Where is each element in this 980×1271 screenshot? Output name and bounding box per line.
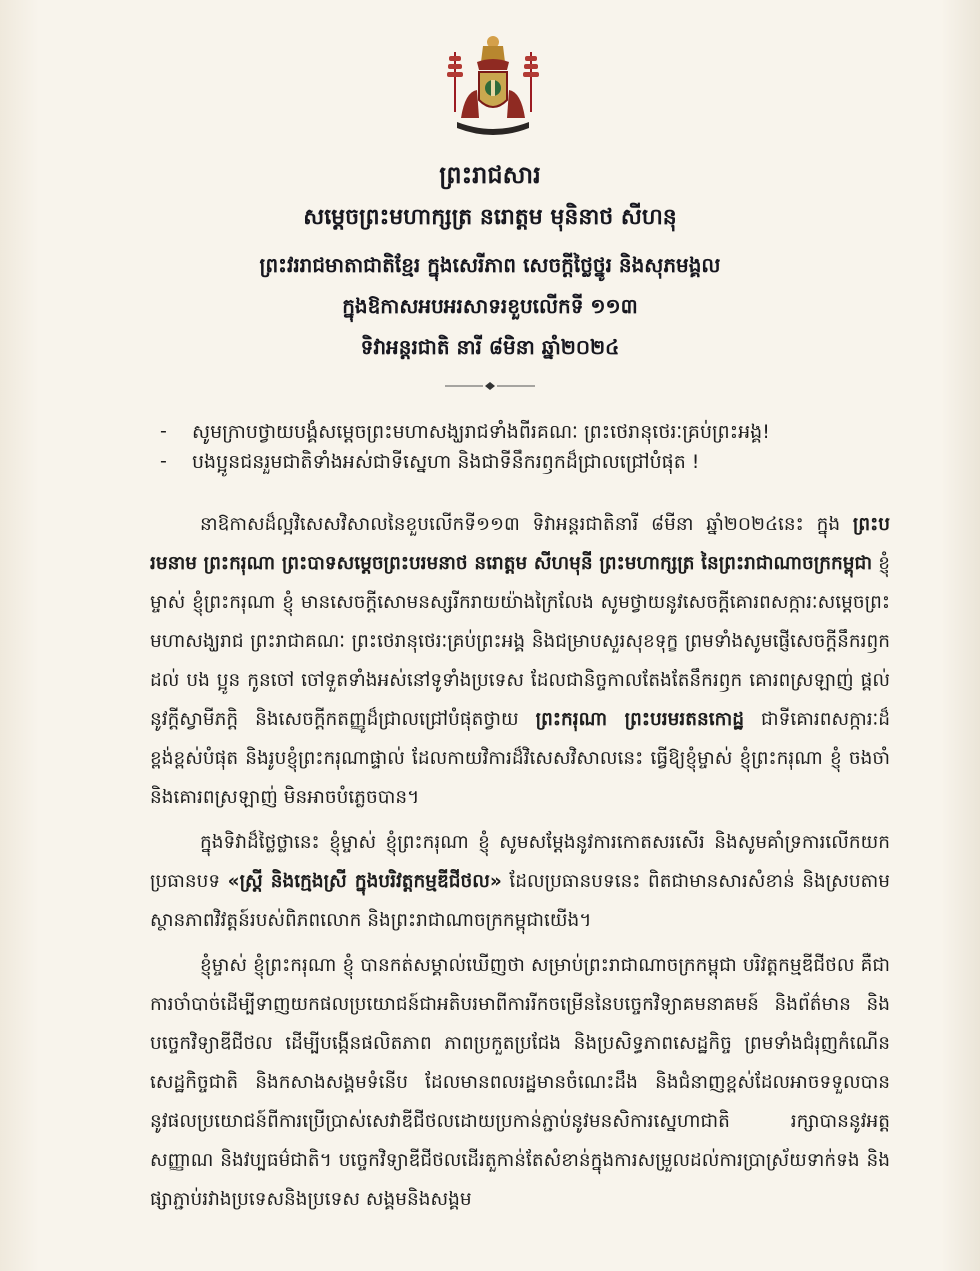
letter-body: [150, 505, 890, 1225]
author-title-line: ព្រះវររាជមាតាជាតិខ្មែរ ក្នុងសេរីភាព សេចក្តីថ្លៃថ្នូរ និងសុភមង្គល: [259, 253, 721, 277]
paragraph: ខ្ញុំម្ចាស់ ខ្ញុំព្រះករុណា ខ្ញុំ បានកត់សម្គាល់ឃើញថា សម្រាប់ព្រះរាជាណាចក្រកម្ពុជា បរិវត្តកម្មឌីជីថល គឺជាការចាំបាច់ដើម្បីទាញយកផលប្រយោជន៍ជាអតិបរមាពីការរីកចម្រើននៃបច្ចេកវិទ្យាគមនាគមន៍ និងព័ត៌មាន និងបច្ចេកវិទ្យាឌីជីថល ដើម្បីបង្កើនផលិតភាព ភាពប្រកួតប្រជែង និងប្រសិទ្ធភាពសេដ្ឋកិច្ច ព្រមទាំងជំរុញកំណើនសេដ្ឋកិច្ចជាតិ និងកសាងសង្គមទំនើប ដែលមានពលរដ្ឋមានចំណេះដឹង និងជំនាញខ្ពស់ដែលអាចទទួលបាននូវផលប្រយោជន៍ពីការប្រើប្រាស់សេវាឌីជីថលដោយប្រកាន់ភ្ជាប់នូវមនសិការស្នេហាជាតិ រក្សាបាននូវអត្តសញ្ញាណ និងវប្បធម៌ជាតិ។ បច្ចេកវិទ្យាឌីជីថលដើរតួកាន់តែសំខាន់ក្នុងការសម្រួលដល់ការប្រាស្រ័យទាក់ទង និងផ្សាភ្ជាប់រវាងប្រទេសនិងប្រទេស សង្គមនិងសង្គម: [150, 955, 890, 1210]
list-item: - សូមក្រាបថ្វាយបង្គំសម្តេចព្រះមហាសង្ឃរាជទាំងពីរគណៈ ព្រះថេរានុថេរៈគ្រប់ព្រះអង្គ!: [160, 420, 770, 443]
royal-coat-of-arms-icon: [443, 32, 543, 142]
occasion-line: ក្នុងឱកាសអបអរសាទរខួបលើកទី ១១៣: [342, 294, 638, 318]
list-item: - បងប្អូនជនរួមជាតិទាំងអស់ជាទីស្នេហា និងជាទីនឹករឭកដ៏ជ្រាលជ្រៅបំផុត !: [160, 450, 700, 473]
document-title: ព្រះរាជសារ: [439, 161, 541, 189]
date-line: ទិវាអន្តរជាតិ នារី ៨មិនា ឆ្នាំ២០២៤: [360, 335, 620, 359]
ornament-divider: [445, 382, 535, 390]
salutation-list: [160, 420, 860, 480]
paragraph: នាឱកាសដ៏ល្អវិសេសវិសាលនៃខួបលើកទី១១៣ ទិវាអន្តរជាតិនារី ៨មីនា ឆ្នាំ២០២៤នេះ ក្នុង ព្រះបរមនាម ព្រះករុណា ព្រះបាទសម្តេចព្រះបរមនាថ នរោត្តម សីហមុនី ព្រះមហាក្សត្រ នៃព្រះរាជាណាចក្រកម្ពុជា ខ្ញុំម្ចាស់ ខ្ញុំព្រះករុណា ខ្ញុំ មានសេចក្តីសោមនស្សរីករាយយ៉ាងក្រៃលែង សូមថ្វាយនូវសេចក្តីគោរពសក្ការៈសម្តេចព្រះមហាសង្ឃរាជ ព្រះរាជាគណៈ ព្រះថេរានុថេរៈគ្រប់ព្រះអង្គ និងជម្រាបសួរសុខទុក្ខ ព្រមទាំងសូមផ្ញើសេចក្តីនឹករឭកដល់ បង ប្អូន កូនចៅ ចៅទួតទាំងអស់នៅទូទាំងប្រទេស ដែលជានិច្ចកាលតែងតែនឹករឭក គោរពស្រឡាញ់ ផ្តល់នូវក្តីស្វាមីភក្តិ និងសេចក្តីកតញ្ញូដ៏ជ្រាលជ្រៅបំផុតថ្វាយ ព្រះករុណា ព្រះបរមរតនកោដ្ឋ ជាទីគោរពសក្ការៈដ៏ខ្ពង់ខ្ពស់បំផុត និងរូបខ្ញុំព្រះករុណាផ្ទាល់ ដែលកាយវិការដ៏វិសេសវិសាលនេះ ធ្វើឱ្យខ្ញុំម្ចាស់ ខ្ញុំព្រះករុណា ខ្ញុំ ចងចាំ និងគោរពស្រឡាញ់ មិនអាចបំភ្លេចបាន។: [150, 514, 890, 808]
author-line: សម្តេចព្រះមហាក្សត្រ នរោត្តម មុនិនាថ សីហនុ: [303, 205, 677, 230]
paragraph: ក្នុងទិវាដ៏ថ្លៃថ្លានេះ ខ្ញុំម្ចាស់ ខ្ញុំព្រះករុណា ខ្ញុំ សូមសម្តែងនូវការកោតសរសើរ និងសូមគាំទ្រការលើកយកប្រធានបទ «ស្ត្រី និងក្មេងស្រី ក្នុងបរិវត្តកម្មឌីជីថល» ដែលប្រធានបទនេះ ពិតជាមានសារសំខាន់ និងស្របតាមស្ថានភាពវិវត្តន៍របស់ពិភពលោក និងព្រះរាជាណាចក្រកម្ពុជាយើង។: [150, 832, 890, 931]
